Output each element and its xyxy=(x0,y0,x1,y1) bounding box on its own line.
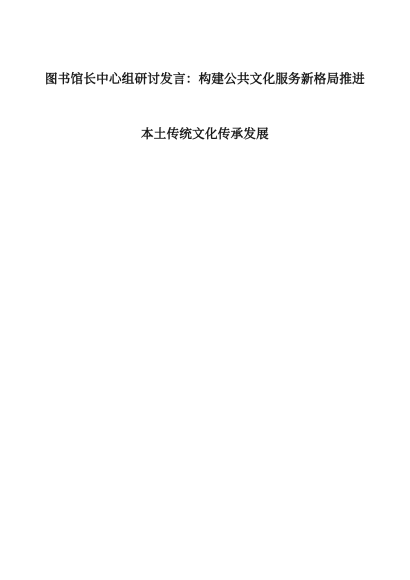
document-title-line-2: 本土传统文化传承发展 xyxy=(140,126,269,141)
document-title-line-1: 图书馆长中心组研讨发言：构建公共文化服务新格局推进 xyxy=(44,71,365,86)
